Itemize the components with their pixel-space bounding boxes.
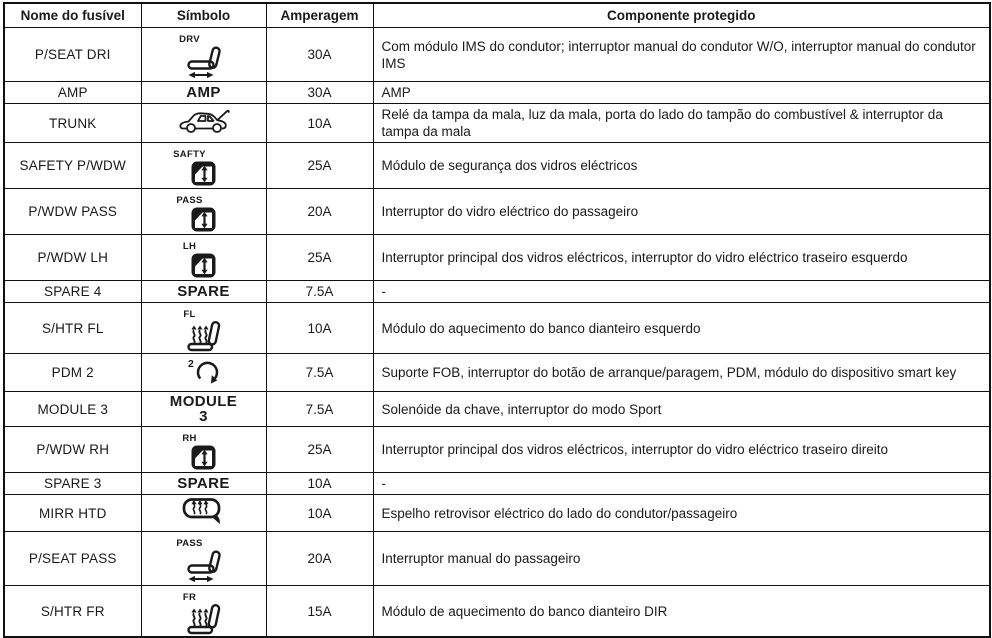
fuse-name-cell: SPARE 4 [4, 281, 141, 303]
fuse-name-cell: PDM 2 [4, 354, 141, 392]
amperage-cell: 10A [266, 473, 373, 495]
table-row [4, 473, 990, 495]
table-row [4, 392, 990, 427]
amperage-cell: 20A [266, 532, 373, 586]
symbol-cell [141, 354, 266, 392]
symbol-text: SPARE [177, 283, 230, 300]
symbol-cell [141, 235, 266, 281]
table-row [4, 28, 990, 82]
component-cell: Com módulo IMS do condutor; interruptor manual do condutor W/O, interruptor manual do condutor IMS [373, 28, 990, 82]
table-row [4, 235, 990, 281]
window-switch-icon [182, 241, 216, 278]
symbol-cell [141, 427, 266, 473]
heated-seat-icon [183, 309, 221, 351]
component-cell: Solenóide da chave, interruptor do modo Sport [373, 392, 990, 427]
table-row [4, 495, 990, 532]
fuse-name-cell: MIRR HTD [4, 495, 141, 532]
symbol-label: FL [183, 309, 196, 320]
amperage-cell: 30A [266, 28, 373, 82]
fuse-name-cell: SAFETY P/WDW [4, 143, 141, 189]
component-cell: Módulo de aquecimento do banco dianteiro DIR [373, 586, 990, 638]
amperage-cell: 10A [266, 303, 373, 354]
symbol-cell [141, 189, 266, 235]
table-row [4, 532, 990, 586]
symbol-text: AMP [186, 84, 221, 101]
symbol-cell [141, 586, 266, 638]
symbol-cell [141, 28, 266, 82]
column-header-fuse-name: Nome do fusível [4, 3, 141, 28]
amperage-cell: 25A [266, 427, 373, 473]
table-row [4, 143, 990, 189]
header-row [4, 3, 990, 28]
symbol-label: FR [182, 592, 197, 603]
amperage-cell: 30A [266, 82, 373, 104]
symbol-label: RH [182, 433, 197, 444]
column-header-component: Componente protegido [373, 3, 990, 28]
fuse-name-cell: SPARE 3 [4, 473, 141, 495]
symbol-label: DRV [179, 34, 200, 45]
component-cell: Suporte FOB, interruptor do botão de arranque/paragem, PDM, módulo do dispositivo smart key [373, 354, 990, 392]
table-row [4, 82, 990, 104]
table-row [4, 354, 990, 392]
symbol-cell [141, 495, 266, 532]
fuse-table-body [4, 28, 990, 638]
table-row [4, 281, 990, 303]
symbol-cell [141, 143, 266, 189]
symbol-cell [141, 473, 266, 495]
component-cell: Interruptor principal dos vidros eléctricos, interruptor do vidro eléctrico traseiro direito [373, 427, 990, 473]
power-seat-icon [179, 34, 223, 79]
svg-text:2: 2 [187, 358, 194, 370]
table-row [4, 586, 990, 638]
amperage-cell: 10A [266, 104, 373, 143]
symbol-cell [141, 532, 266, 586]
column-header-amperage: Amperagem [266, 3, 373, 28]
fuse-name-cell: P/WDW LH [4, 235, 141, 281]
window-switch-icon [176, 195, 216, 232]
fuse-name-cell: MODULE 3 [4, 392, 141, 427]
amperage-cell: 20A [266, 189, 373, 235]
symbol-cell [141, 281, 266, 303]
amperage-cell: 10A [266, 495, 373, 532]
trunk-open-icon [178, 108, 230, 135]
window-switch-icon [182, 433, 216, 470]
component-cell: Interruptor do vidro eléctrico do passageiro [373, 189, 990, 235]
fuse-name-cell: S/HTR FL [4, 303, 141, 354]
amperage-cell: 25A [266, 143, 373, 189]
table-row [4, 189, 990, 235]
fuse-name-cell: P/WDW PASS [4, 189, 141, 235]
column-header-symbol: Símbolo [141, 3, 266, 28]
component-cell: AMP [373, 82, 990, 104]
symbol-label: SAFTY [173, 149, 206, 160]
component-cell: Interruptor principal dos vidros eléctricos, interruptor do vidro eléctrico traseiro esquerdo [373, 235, 990, 281]
fuse-name-cell: P/WDW RH [4, 427, 141, 473]
rotate-arrow-icon [185, 356, 223, 386]
symbol-label: PASS [176, 195, 203, 206]
fuse-table [3, 2, 991, 638]
amperage-cell: 7.5A [266, 392, 373, 427]
amperage-cell: 7.5A [266, 281, 373, 303]
heated-seat-icon [182, 592, 221, 634]
symbol-text: SPARE [177, 475, 230, 492]
symbol-cell [141, 104, 266, 143]
fuse-name-cell: P/SEAT DRI [4, 28, 141, 82]
symbol-cell [141, 82, 266, 104]
fuse-name-cell: TRUNK [4, 104, 141, 143]
table-row [4, 104, 990, 143]
amperage-cell: 7.5A [266, 354, 373, 392]
component-cell: Módulo do aquecimento do banco dianteiro esquerdo [373, 303, 990, 354]
symbol-cell [141, 303, 266, 354]
amperage-cell: 15A [266, 586, 373, 638]
component-cell: Módulo de segurança dos vidros eléctricos [373, 143, 990, 189]
symbol-cell [141, 392, 266, 427]
table-row [4, 303, 990, 354]
fuse-name-cell: P/SEAT PASS [4, 532, 141, 586]
table-row [4, 427, 990, 473]
component-cell: - [373, 281, 990, 303]
symbol-text: MODULE 3 [169, 393, 238, 425]
component-cell: Espelho retrovisor eléctrico do lado do condutor/passageiro [373, 495, 990, 532]
fuse-name-cell: S/HTR FR [4, 586, 141, 638]
symbol-label: PASS [176, 538, 203, 549]
heated-mirror-icon [182, 497, 226, 526]
amperage-cell: 25A [266, 235, 373, 281]
power-seat-icon [176, 538, 223, 583]
component-cell: Interruptor manual do passageiro [373, 532, 990, 586]
component-cell: Relé da tampa da mala, luz da mala, porta do lado do tampão do combustível & interruptor da tampa da mala [373, 104, 990, 143]
window-switch-icon [173, 149, 220, 186]
fuse-name-cell: AMP [4, 82, 141, 104]
component-cell: - [373, 473, 990, 495]
symbol-label: LH [182, 241, 197, 252]
